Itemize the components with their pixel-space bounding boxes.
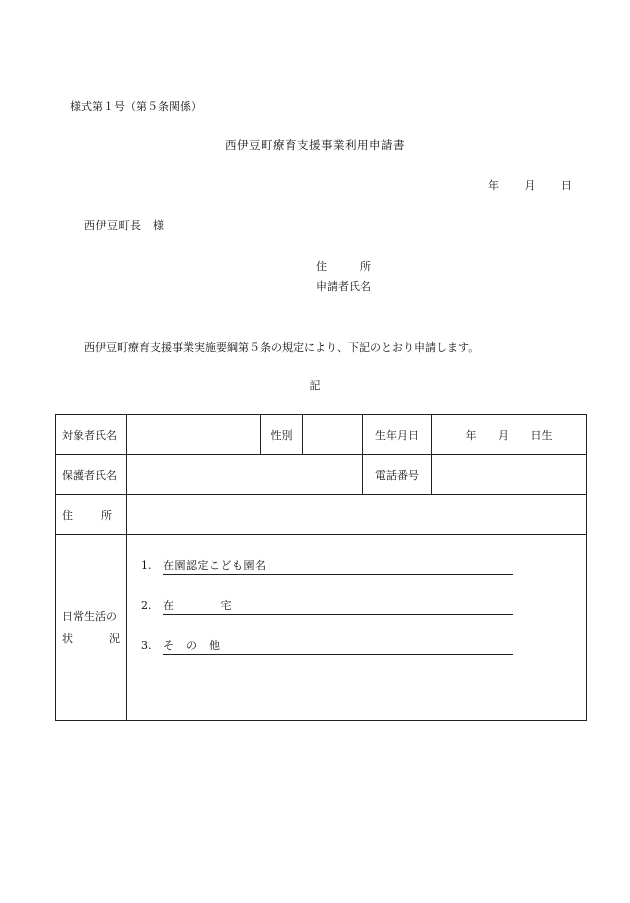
form-number: 様式第１号（第５条関係） xyxy=(70,100,202,113)
life-item-text: 在園認定こども園名 xyxy=(163,557,513,575)
subject-name-label: 対象者氏名 xyxy=(56,415,127,455)
address-field[interactable] xyxy=(127,495,587,535)
address-label xyxy=(56,495,127,535)
subject-name-field[interactable] xyxy=(127,415,261,455)
dob-label: 生年月日 xyxy=(363,415,432,455)
address-label-left: 住 xyxy=(62,508,73,522)
life-item-kindergarten[interactable] xyxy=(141,557,513,575)
dob-field[interactable]: 年 月 日生 xyxy=(432,415,587,455)
application-date: 年 月 日 xyxy=(488,179,572,192)
application-statement: 西伊豆町療育支援事業実施要綱第５条の規定により、下記のとおり申請します。 xyxy=(84,341,480,354)
life-item-number: 3. xyxy=(141,639,152,652)
gender-label: 性別 xyxy=(261,415,303,455)
life-item-number: 2. xyxy=(141,599,152,612)
applicant-name-label: 申請者氏名 xyxy=(316,280,371,293)
daily-life-label-line1: 日常生活の xyxy=(62,609,117,623)
gender-field[interactable] xyxy=(303,415,363,455)
address-label-right: 所 xyxy=(101,508,112,522)
daily-life-label xyxy=(56,535,127,721)
table-row xyxy=(56,535,587,721)
life-item-number: 1. xyxy=(141,559,152,572)
guardian-name-field[interactable] xyxy=(127,455,363,495)
daily-life-field xyxy=(127,535,587,721)
table-row xyxy=(56,455,587,495)
table-row xyxy=(56,495,587,535)
table-row xyxy=(56,415,587,455)
life-item-home[interactable] xyxy=(141,597,513,615)
daily-life-label-right: 況 xyxy=(109,631,120,645)
recipient: 西伊豆町長 様 xyxy=(84,219,165,232)
phone-field[interactable] xyxy=(432,455,587,495)
life-item-other[interactable] xyxy=(141,637,513,655)
document-title: 西伊豆町療育支援事業利用申請書 xyxy=(225,138,405,152)
application-form-table xyxy=(55,414,587,721)
phone-label: 電話番号 xyxy=(363,455,432,495)
life-item-text: そ の 他 xyxy=(163,637,513,655)
applicant-address-label: 住 所 xyxy=(316,260,371,273)
life-item-text: 在 宅 xyxy=(163,597,513,615)
ki-heading: 記 xyxy=(309,379,321,392)
daily-life-label-left: 状 xyxy=(62,631,73,645)
guardian-name-label: 保護者氏名 xyxy=(56,455,127,495)
